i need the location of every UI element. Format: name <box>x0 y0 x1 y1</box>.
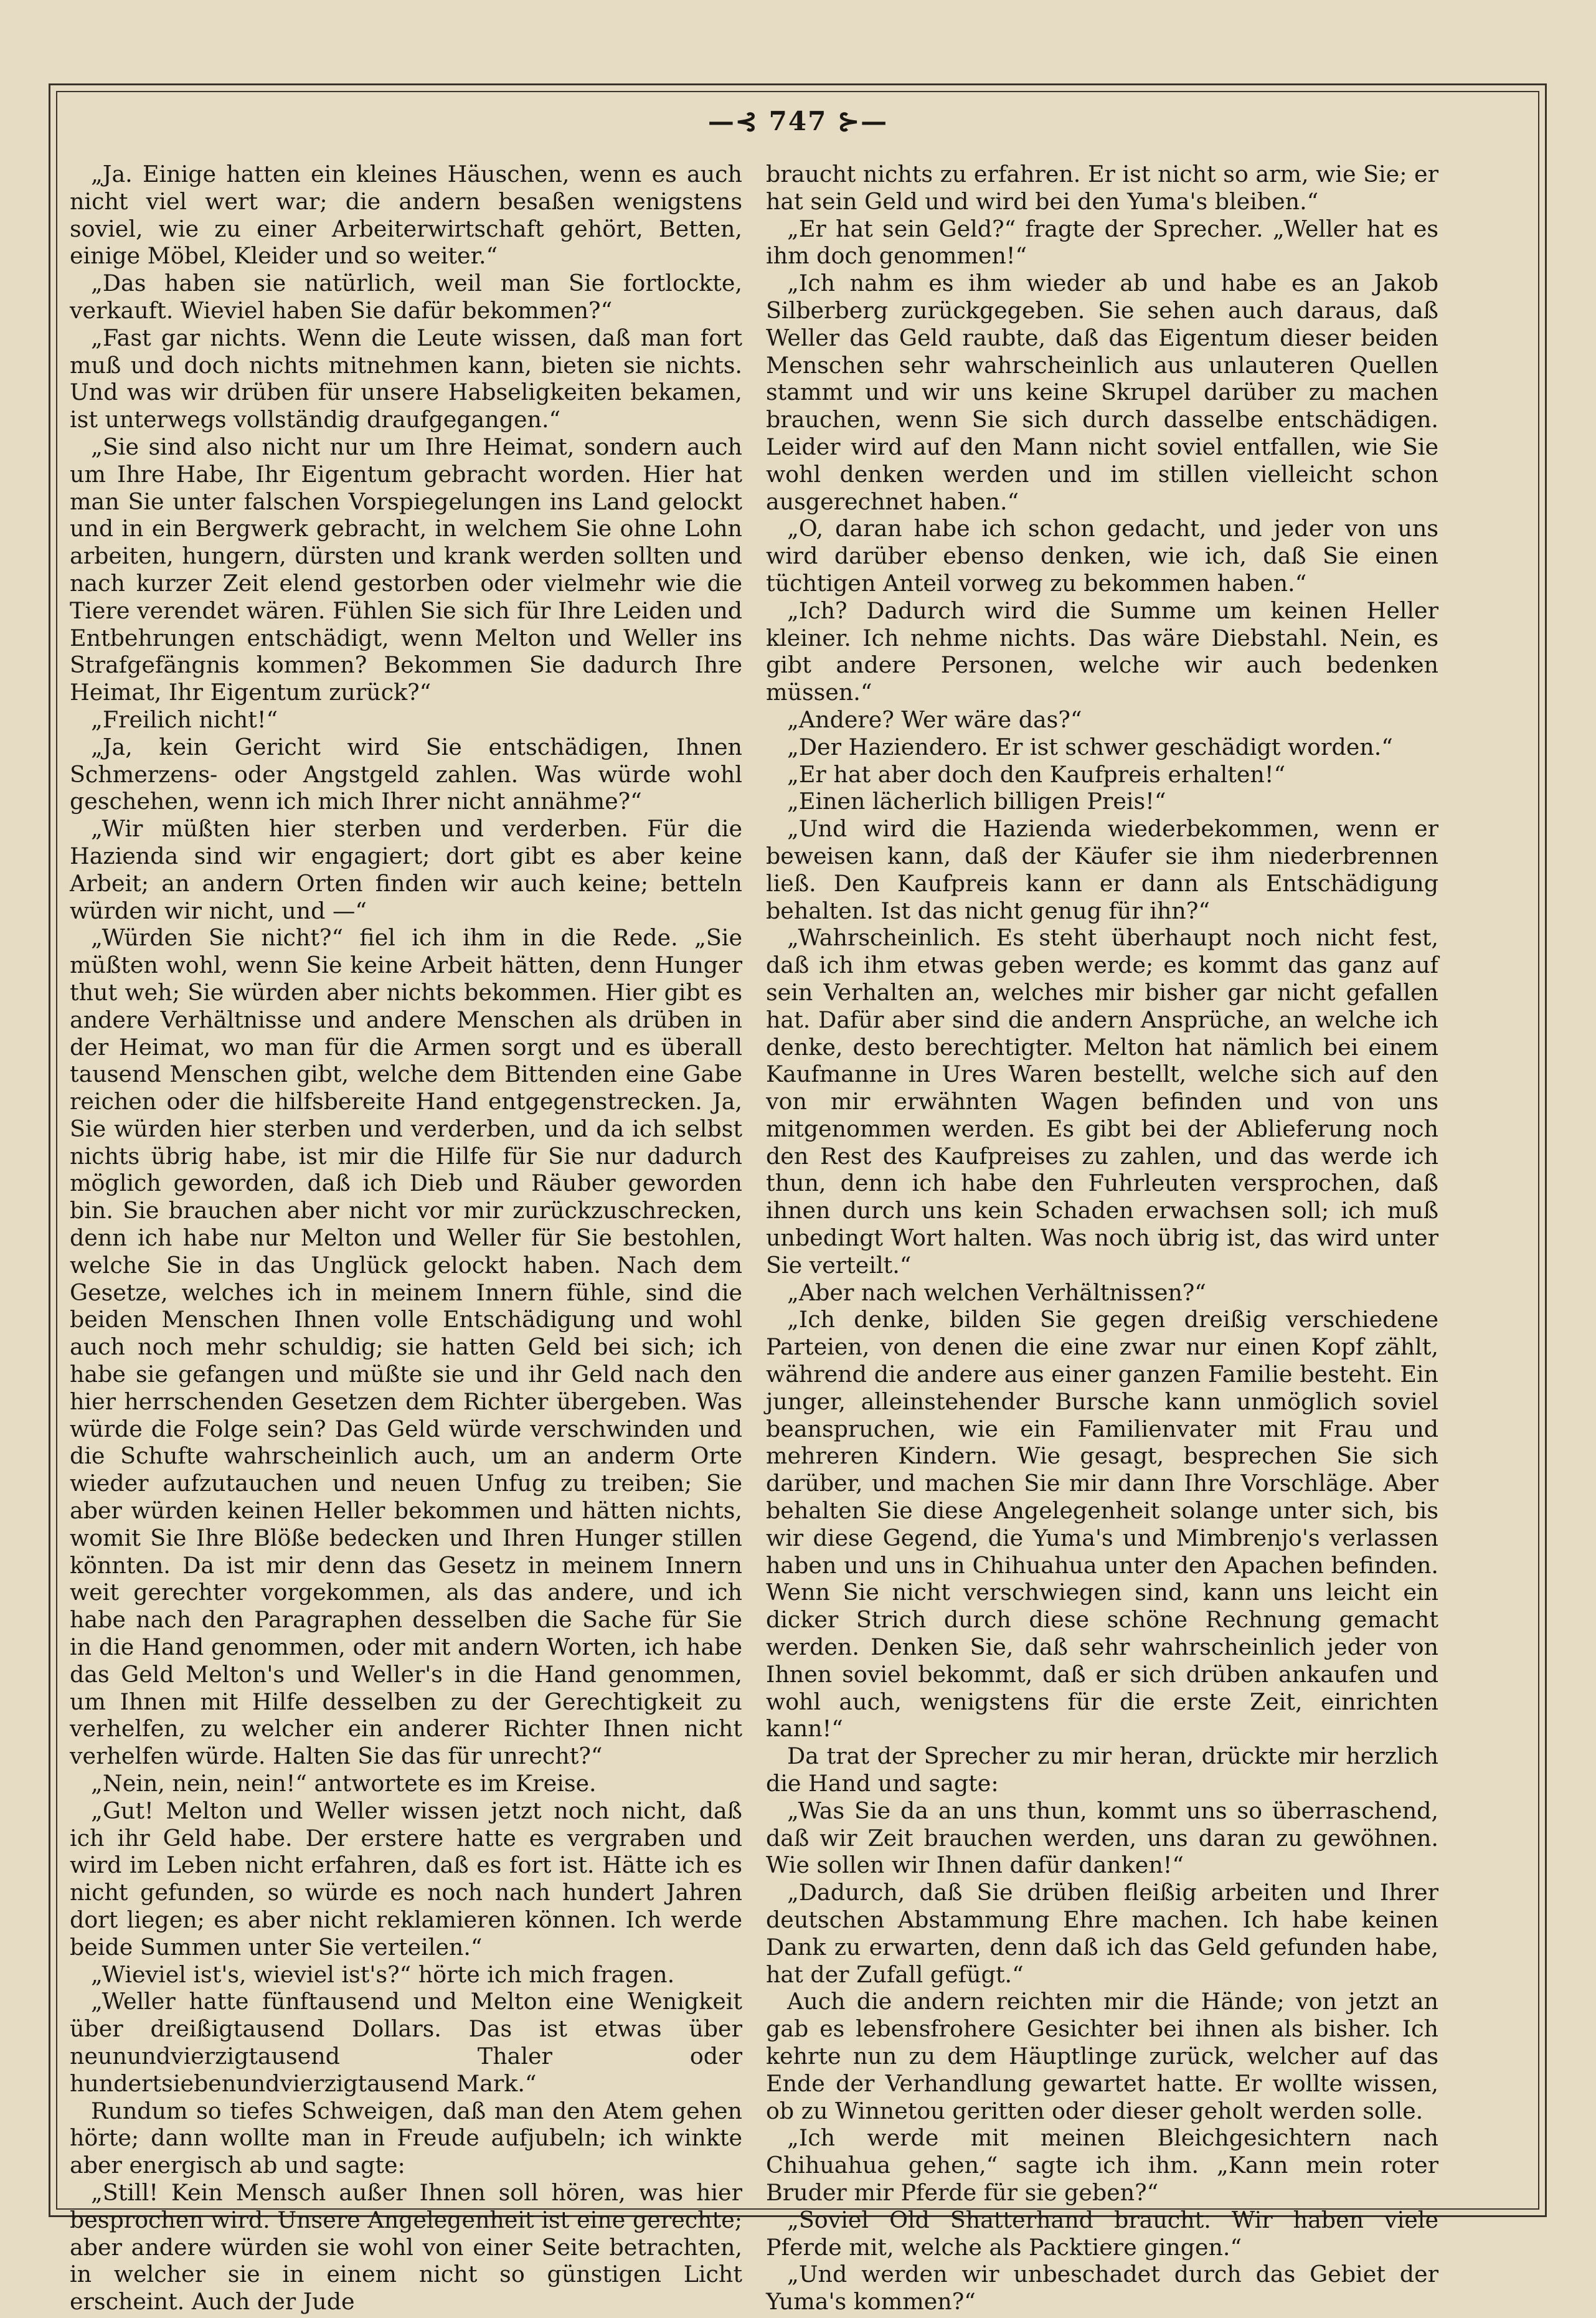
paragraph: „Andere? Wer wäre das?“ <box>787 706 1082 733</box>
paragraph: „Gut! Melton und Weller wissen jetzt noch nicht, daß ich ihr Geld habe. Der erstere hatte es vergraben und wird im Leben nicht erfahren, daß es fort ist. Hätte ich es nicht gefunden, so würde es noch nach hundert Jahren dort liegen; es aber nicht reklamieren können. Ich werde beide Summen unter Sie verteilen.“ <box>70 1797 742 1961</box>
paragraph: „Wir müßten hier sterben und verderben. Für die Hazienda sind wir engagiert; dort gibt es aber keine Arbeit; an andern Orten finden wir auch keine; betteln würden wir nicht, und —“ <box>70 815 742 924</box>
left-column <box>70 161 742 2316</box>
paragraph: „Dadurch, daß Sie drüben fleißig arbeiten und Ihrer deutschen Abstammung Ehre machen. Ich habe keinen Dank zu erwarten, denn daß ich das Geld gefunden habe, hat der Zufall gefügt.“ <box>766 1879 1438 1988</box>
paragraph: „Nein, nein, nein!“ antwortete es im Kreise. <box>91 1770 597 1797</box>
paragraph: „Der Haziendero. Er ist schwer geschädigt worden.“ <box>787 733 1393 760</box>
paragraph: „Fast gar nichts. Wenn die Leute wissen, daß man fort muß und doch nichts mitnehmen kann, bieten sie nichts. Und was wir drüben für unsere Habseligkeiten bekamen, ist unterwegs vollständig draufgegangen.“ <box>70 324 742 433</box>
page-number: 747 <box>768 106 828 136</box>
paragraph: „Er hat aber doch den Kaufpreis erhalten!“ <box>787 760 1286 788</box>
ornament-left: —⊰ <box>707 106 759 136</box>
paragraph: „Würden Sie nicht?“ fiel ich ihm in die Rede. „Sie müßten wohl, wenn Sie keine Arbeit hätten, denn Hunger thut weh; Sie würden aber nichts bekommen. Hier gibt es andere Verhältnisse und andere Menschen als drüben in der Heimat, wo man für die Armen sorgt und es überall tausend Menschen gibt, welche dem Bittenden eine Gabe reichen oder die hilfsbereite Hand entgegenstrecken. Ja, Sie würden hier sterben und verderben, und da ich selbst nichts übrig habe, ist mir die Hilfe für Sie nur dadurch möglich geworden, daß ich Dieb und Räuber geworden bin. Sie brauchen aber nicht vor mir zurückzuschrecken, denn ich habe nur Melton und Weller für Sie bestohlen, welche Sie in das Unglück gelockt haben. Nach dem Gesetze, welches ich in meinem Innern fühle, sind die beiden Menschen Ihnen volle Entschädigung und wohl auch noch mehr schuldig; sie hatten Geld bei sich; ich habe sie gefangen und müßte sie und ihr Geld nach den hier herrschenden Gesetzen dem Richter übergeben. Was würde die Folge sein? Das Geld würde verschwinden und die Schufte wahrscheinlich auch, um an anderm Orte wieder aufzutauchen und neuen Unfug zu treiben; Sie aber würden keinen Heller bekommen und hätten nichts, womit Sie Ihre Blöße bedecken und Ihren Hunger stillen könnten. Da ist mir denn das Gesetz in meinem Innern weit gerechter vorgekommen, als das andere, und ich habe nach den Paragraphen desselben die Sache für Sie in die Hand genommen, oder mit andern Worten, ich habe das Geld Melton's und Weller's in die Hand genommen, um Ihnen mit Hilfe desselben zu der Gerechtigkeit zu verhelfen, zu welcher ein anderer Richter Ihnen nicht verhelfen würde. Halten Sie das für unrecht?“ <box>70 924 742 1770</box>
paragraph: „O, daran habe ich schon gedacht, und jeder von uns wird darüber ebenso denken, wie ich, daß Sie einen tüchtigen Anteil vorweg zu bekommen haben.“ <box>766 515 1438 597</box>
paragraph: „Ich nahm es ihm wieder ab und habe es an Jakob Silberberg zurückgegeben. Sie sehen auch daraus, daß Weller das Geld raubte, daß das Eigentum dieser beiden Menschen sehr wahrscheinlich aus unlauteren Quellen stammt und wir uns keine Skrupel darüber zu machen brauchen, wenn Sie sich durch dasselbe entschädigen. Leider wird auf den Mann nicht soviel entfallen, wie Sie wohl denken werden und im stillen vielleicht schon ausgerechnet haben.“ <box>766 270 1438 515</box>
paragraph: „Und werden wir unbeschadet durch das Gebiet der Yuma's kommen?“ <box>766 2261 1438 2316</box>
paragraph: „Was Sie da an uns thun, kommt uns so überraschend, daß wir Zeit brauchen werden, uns daran zu gewöhnen. Wie sollen wir Ihnen dafür danken!“ <box>766 1797 1438 1879</box>
paragraph: „Freilich nicht!“ <box>91 706 278 733</box>
page-number-header <box>0 106 1596 136</box>
right-column <box>766 161 1438 2316</box>
paragraph: Auch die andern reichten mir die Hände; von jetzt an gab es lebensfrohere Gesichter bei ihnen als bisher. Ich kehrte nun zu dem Häuptlinge zurück, welcher auf das Ende der Verhandlung gewartet hatte. Er wollte wissen, ob zu Winnetou geritten oder dieser geholt werden solle. <box>766 1988 1438 2124</box>
paragraph: „Ich werde mit meinen Bleichgesichtern nach Chihuahua gehen,“ sagte ich ihm. „Kann mein roter Bruder mir Pferde für sie geben?“ <box>766 2124 1438 2206</box>
paragraph: „Das haben sie natürlich, weil man Sie fortlockte, verkauft. Wieviel haben Sie dafür bekommen?“ <box>70 270 742 324</box>
paragraph: „Still! Kein Mensch außer Ihnen soll hören, was hier besprochen wird. Unsere Angelegenheit ist eine gerechte; aber andere würden sie wohl von einer Seite betrachten, in welcher sie in einem nicht so günstigen Licht erscheint. Auch der Jude <box>70 2178 742 2316</box>
paragraph: „Und wird die Hazienda wiederbekommen, wenn er beweisen kann, daß der Käufer sie ihm niederbrennen ließ. Den Kaufpreis kann er dann als Entschädigung behalten. Ist das nicht genug für ihn?“ <box>766 815 1438 924</box>
paragraph: „Sie sind also nicht nur um Ihre Heimat, sondern auch um Ihre Habe, Ihr Eigentum gebracht worden. Hier hat man Sie unter falschen Vorspiegelungen ins Land gelockt und in ein Bergwerk gebracht, in welchem Sie ohne Lohn arbeiten, hungern, dürsten und krank werden sollten und nach kurzer Zeit elend gestorben oder vielmehr wie die Tiere verendet wären. Fühlen Sie sich für Ihre Leiden und Entbehrungen entschädigt, wenn Melton und Weller ins Strafgefängnis kommen? Bekommen Sie dadurch Ihre Heimat, Ihr Eigentum zurück?“ <box>70 433 742 706</box>
paragraph: „Er hat sein Geld?“ fragte der Sprecher. „Weller hat es ihm doch genommen!“ <box>766 215 1438 270</box>
paragraph: „Ja. Einige hatten ein kleines Häuschen, wenn es auch nicht viel wert war; die andern besaßen wenigstens soviel, wie zu einer Arbeiterwirtschaft gehört, Betten, einige Möbel, Kleider und so weiter.“ <box>70 161 742 270</box>
paragraph: „Soviel Old Shatterhand braucht. Wir haben viele Pferde mit, welche als Packtiere gingen.“ <box>766 2206 1438 2261</box>
paragraph: „Ich? Dadurch wird die Summe um keinen Heller kleiner. Ich nehme nichts. Das wäre Diebstahl. Nein, es gibt andere Personen, welche wir auch bedenken müssen.“ <box>766 597 1438 706</box>
paragraph: „Ja, kein Gericht wird Sie entschädigen, Ihnen Schmerzens- oder Angstgeld zahlen. Was würde wohl geschehen, wenn ich mich Ihrer nicht annähme?“ <box>70 733 742 815</box>
paragraph: „Einen lächerlich billigen Preis!“ <box>787 788 1166 815</box>
paragraph: „Wahrscheinlich. Es steht überhaupt noch nicht fest, daß ich ihm etwas geben werde; es kommt das ganz auf sein Verhalten an, welches mir bisher gar nicht gefallen hat. Dafür aber sind die andern Ansprüche, an welche ich denke, desto berechtigter. Melton hat nämlich bei einem Kaufmanne in Ures Waren bestellt, welche sich auf den von mir erwähnten Wagen befinden und von uns mitgenommen werden. Es gibt bei der Ablieferung noch den Rest des Kaufpreises zu zahlen, und das werde ich thun, denn ich habe den Fuhrleuten versprochen, daß ihnen durch uns kein Schaden erwachsen soll; ich muß unbedingt Wort halten. Was noch übrig ist, das wird unter Sie verteilt.“ <box>766 924 1438 1279</box>
paragraph: „Wieviel ist's, wieviel ist's?“ hörte ich mich fragen. <box>91 1961 675 1988</box>
paragraph: „Weller hatte fünftausend und Melton eine Wenigkeit über dreißigtausend Dollars. Das ist etwas über neunundvierzigtausend Thaler oder hundertsiebenundvierzigtausend Mark.“ <box>70 1988 742 2097</box>
paragraph: Da trat der Sprecher zu mir heran, drückte mir herzlich die Hand und sagte: <box>766 1743 1438 1797</box>
paragraph: Rundum so tiefes Schweigen, daß man den Atem gehen hörte; dann wollte man in Freude aufjubeln; ich winkte aber energisch ab und sagte: <box>70 2097 742 2179</box>
paragraph: „Aber nach welchen Verhältnissen?“ <box>787 1279 1206 1306</box>
paragraph: braucht nichts zu erfahren. Er ist nicht so arm, wie Sie; er hat sein Geld und wird bei den Yuma's bleiben.“ <box>766 161 1438 215</box>
ornament-right: ⊱— <box>837 106 889 136</box>
paragraph: „Ich denke, bilden Sie gegen dreißig verschiedene Parteien, von denen die eine zwar nur einen Kopf zählt, während die andere aus einer ganzen Familie besteht. Ein junger, alleinstehender Bursche kann unmöglich soviel beanspruchen, wie ein Familienvater mit Frau und mehreren Kindern. Wie gesagt, besprechen Sie sich darüber, und machen Sie mir dann Ihre Vorschläge. Aber behalten Sie diese Angelegenheit solange unter sich, bis wir diese Gegend, die Yuma's und Mimbrenjo's verlassen haben und uns in Chihuahua unter den Apachen befinden. Wenn Sie nicht verschwiegen sind, kann uns leicht ein dicker Strich durch diese schöne Rechnung gemacht werden. Denken Sie, daß sehr wahrscheinlich jeder von Ihnen soviel bekommt, daß er sich drüben ankaufen und wohl auch, wenigstens für die erste Zeit, einrichten kann!“ <box>766 1306 1438 1743</box>
